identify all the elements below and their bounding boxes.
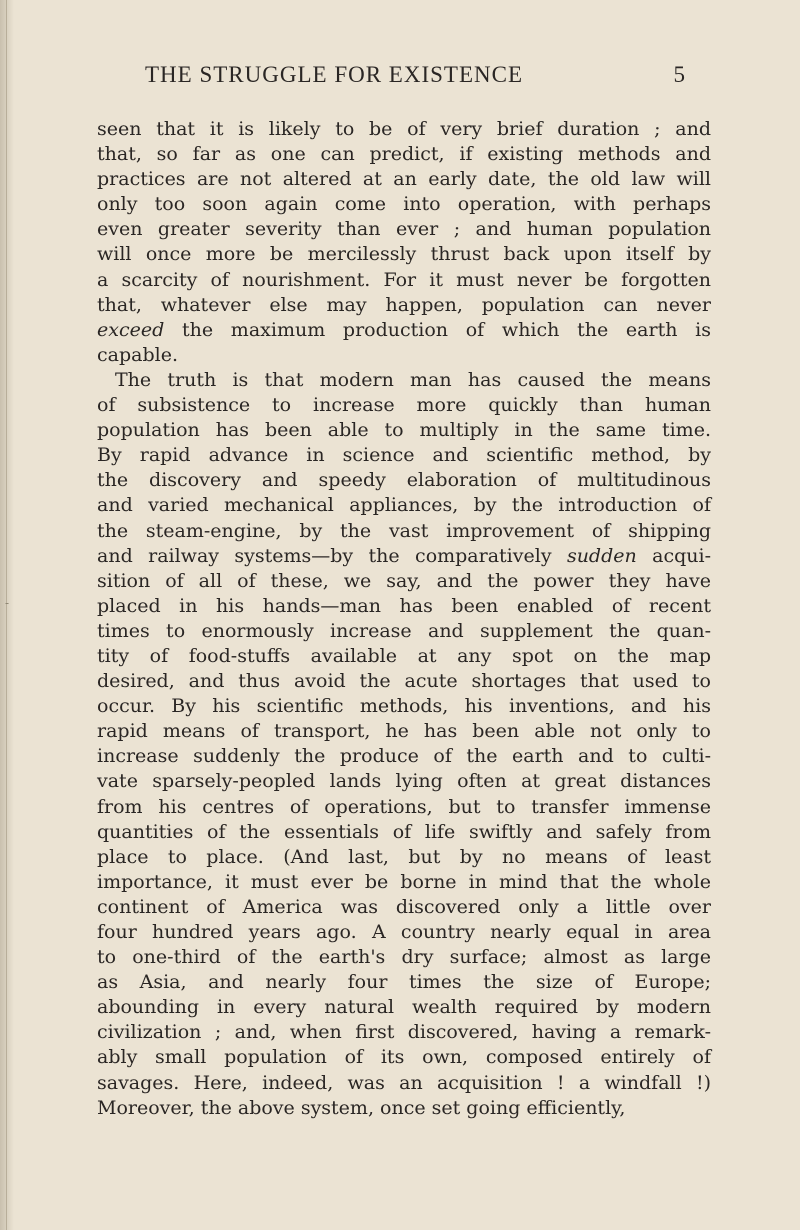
- text-line: will once more be mercilessly thrust back upon itself by: [97, 243, 711, 266]
- text-line: By rapid advance in science and scientific method, by: [97, 444, 711, 467]
- text-line: The truth is that modern man has caused the means: [115, 368, 711, 391]
- text-segment: and railway systems—by the comparatively: [97, 544, 567, 567]
- page-number: 5: [673, 62, 685, 87]
- gutter-line: [5, 0, 10, 1230]
- text-line: the steam-engine, by the vast improvement of shipping: [97, 519, 711, 542]
- text-line: population has been able to multiply in the same time.: [97, 419, 711, 442]
- text-line: four hundred years ago. A country nearly equal in area: [97, 921, 711, 943]
- text-line: rapid means of transport, he has been able not only to: [97, 720, 711, 743]
- text-line: even greater severity than ever ; and human population: [97, 218, 711, 241]
- text-line: vate sparsely-peopled lands lying often at great distances: [97, 770, 711, 793]
- text-line: abounding in every natural wealth required by modern: [97, 996, 711, 1019]
- text-line: capable.: [97, 343, 178, 366]
- text-line: desired, and thus avoid the acute shortages that used to: [97, 670, 711, 693]
- text-line: times to enormously increase and supplement the quan-: [97, 619, 711, 642]
- text-line: importance, it must ever be borne in mind that the whole: [97, 870, 711, 893]
- text-line: practices are not altered at an early date, the old law will: [97, 168, 711, 191]
- text-line: seen that it is likely to be of very brief duration ; and: [97, 118, 711, 140]
- text-line: of subsistence to increase more quickly than human: [97, 394, 711, 417]
- text-line: as Asia, and nearly four times the size of Europe;: [97, 971, 711, 994]
- margin-mark: -: [5, 596, 10, 610]
- text-line: civilization ; and, when first discovered, having a remark-: [97, 1021, 711, 1044]
- text-line: sition of all of these, we say, and the power they have: [97, 569, 711, 592]
- text-segment: acqui-: [636, 544, 711, 567]
- text-segment: the maximum production of which the earth is: [164, 318, 711, 341]
- running-title: THE STRUGGLE FOR EXISTENCE: [145, 62, 524, 87]
- text-line: only too soon again come into operation, with perhaps: [97, 193, 711, 216]
- text-line: place to place. (And last, but by no means of least: [97, 845, 711, 868]
- text-line: from his centres of operations, but to transfer immense: [97, 795, 711, 818]
- text-line: the discovery and speedy elaboration of multitudinous: [97, 469, 711, 492]
- text-line: increase suddenly the produce of the earth and to culti-: [97, 745, 711, 768]
- text-line: and varied mechanical appliances, by the introduction of: [97, 494, 711, 517]
- text-line: quantities of the essentials of life swiftly and safely from: [97, 820, 711, 843]
- text-line: that, whatever else may happen, population can never: [97, 293, 711, 316]
- text-line: a scarcity of nourishment. For it must never be forgotten: [97, 268, 711, 291]
- italic-word: sudden: [566, 544, 637, 567]
- text-line: placed in his hands—man has been enabled of recent: [97, 594, 711, 617]
- text-line: Moreover, the above system, once set going efficiently,: [97, 1096, 626, 1119]
- text-line: savages. Here, indeed, was an acquisition ! a windfall !): [97, 1071, 711, 1094]
- text-line: to one-third of the earth's dry surface; almost as large: [97, 946, 711, 969]
- page-header: [145, 62, 685, 92]
- book-spine-shadow: [0, 0, 14, 1230]
- text-line: that, so far as one can predict, if existing methods and: [97, 143, 711, 166]
- text-line: occur. By his scientific methods, his inventions, and his: [97, 695, 711, 718]
- text-line: ably small population of its own, composed entirely of: [97, 1046, 711, 1069]
- italic-word: exceed: [97, 318, 165, 341]
- text-line: continent of America was discovered only a little over: [97, 895, 711, 918]
- body-text: [97, 117, 711, 1121]
- text-line: tity of food-stuffs available at any spot on the map: [97, 644, 711, 667]
- text-line: [97, 544, 711, 569]
- text-line: [97, 318, 711, 343]
